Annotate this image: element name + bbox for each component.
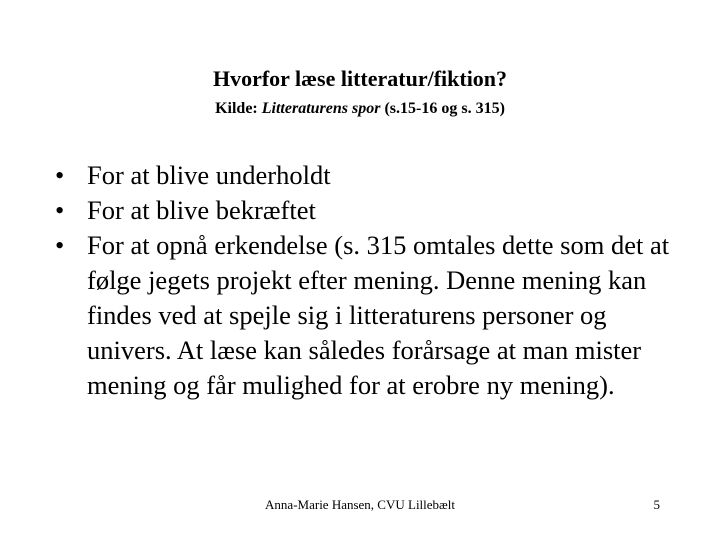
bullet-item	[55, 158, 675, 193]
source-line	[0, 98, 720, 120]
slide-title: Hvorfor læse litteratur/fiktion?	[212, 66, 508, 91]
bullet-point: •	[55, 195, 65, 225]
bullet-item	[55, 193, 675, 228]
bullet-item	[55, 228, 675, 403]
source-prefix: Kilde:	[215, 100, 262, 117]
bullet-text: For at opnå erkendelse (s. 315 omtales dette som det at følge jegets projekt efter mening. Denne mening kan findes ved at spejle sig i litteraturens personer og univers. At læse kan således forårsage at man mister mening og får mulighed for at erobre ny mening).	[87, 230, 670, 400]
bullet-text: For at blive underholdt	[87, 160, 331, 190]
page-number: 5	[653, 497, 660, 512]
source-book-title: Litteraturens spor	[261, 100, 381, 117]
footer-author: Anna-Marie Hansen, CVU Lillebælt	[265, 497, 455, 512]
source-suffix: (s.15-16 og s. 315)	[380, 100, 505, 117]
bullet-point: •	[55, 160, 65, 190]
bullet-point: •	[55, 230, 65, 260]
bullet-text: For at blive bekræftet	[87, 195, 316, 225]
bullet-list	[55, 158, 675, 403]
